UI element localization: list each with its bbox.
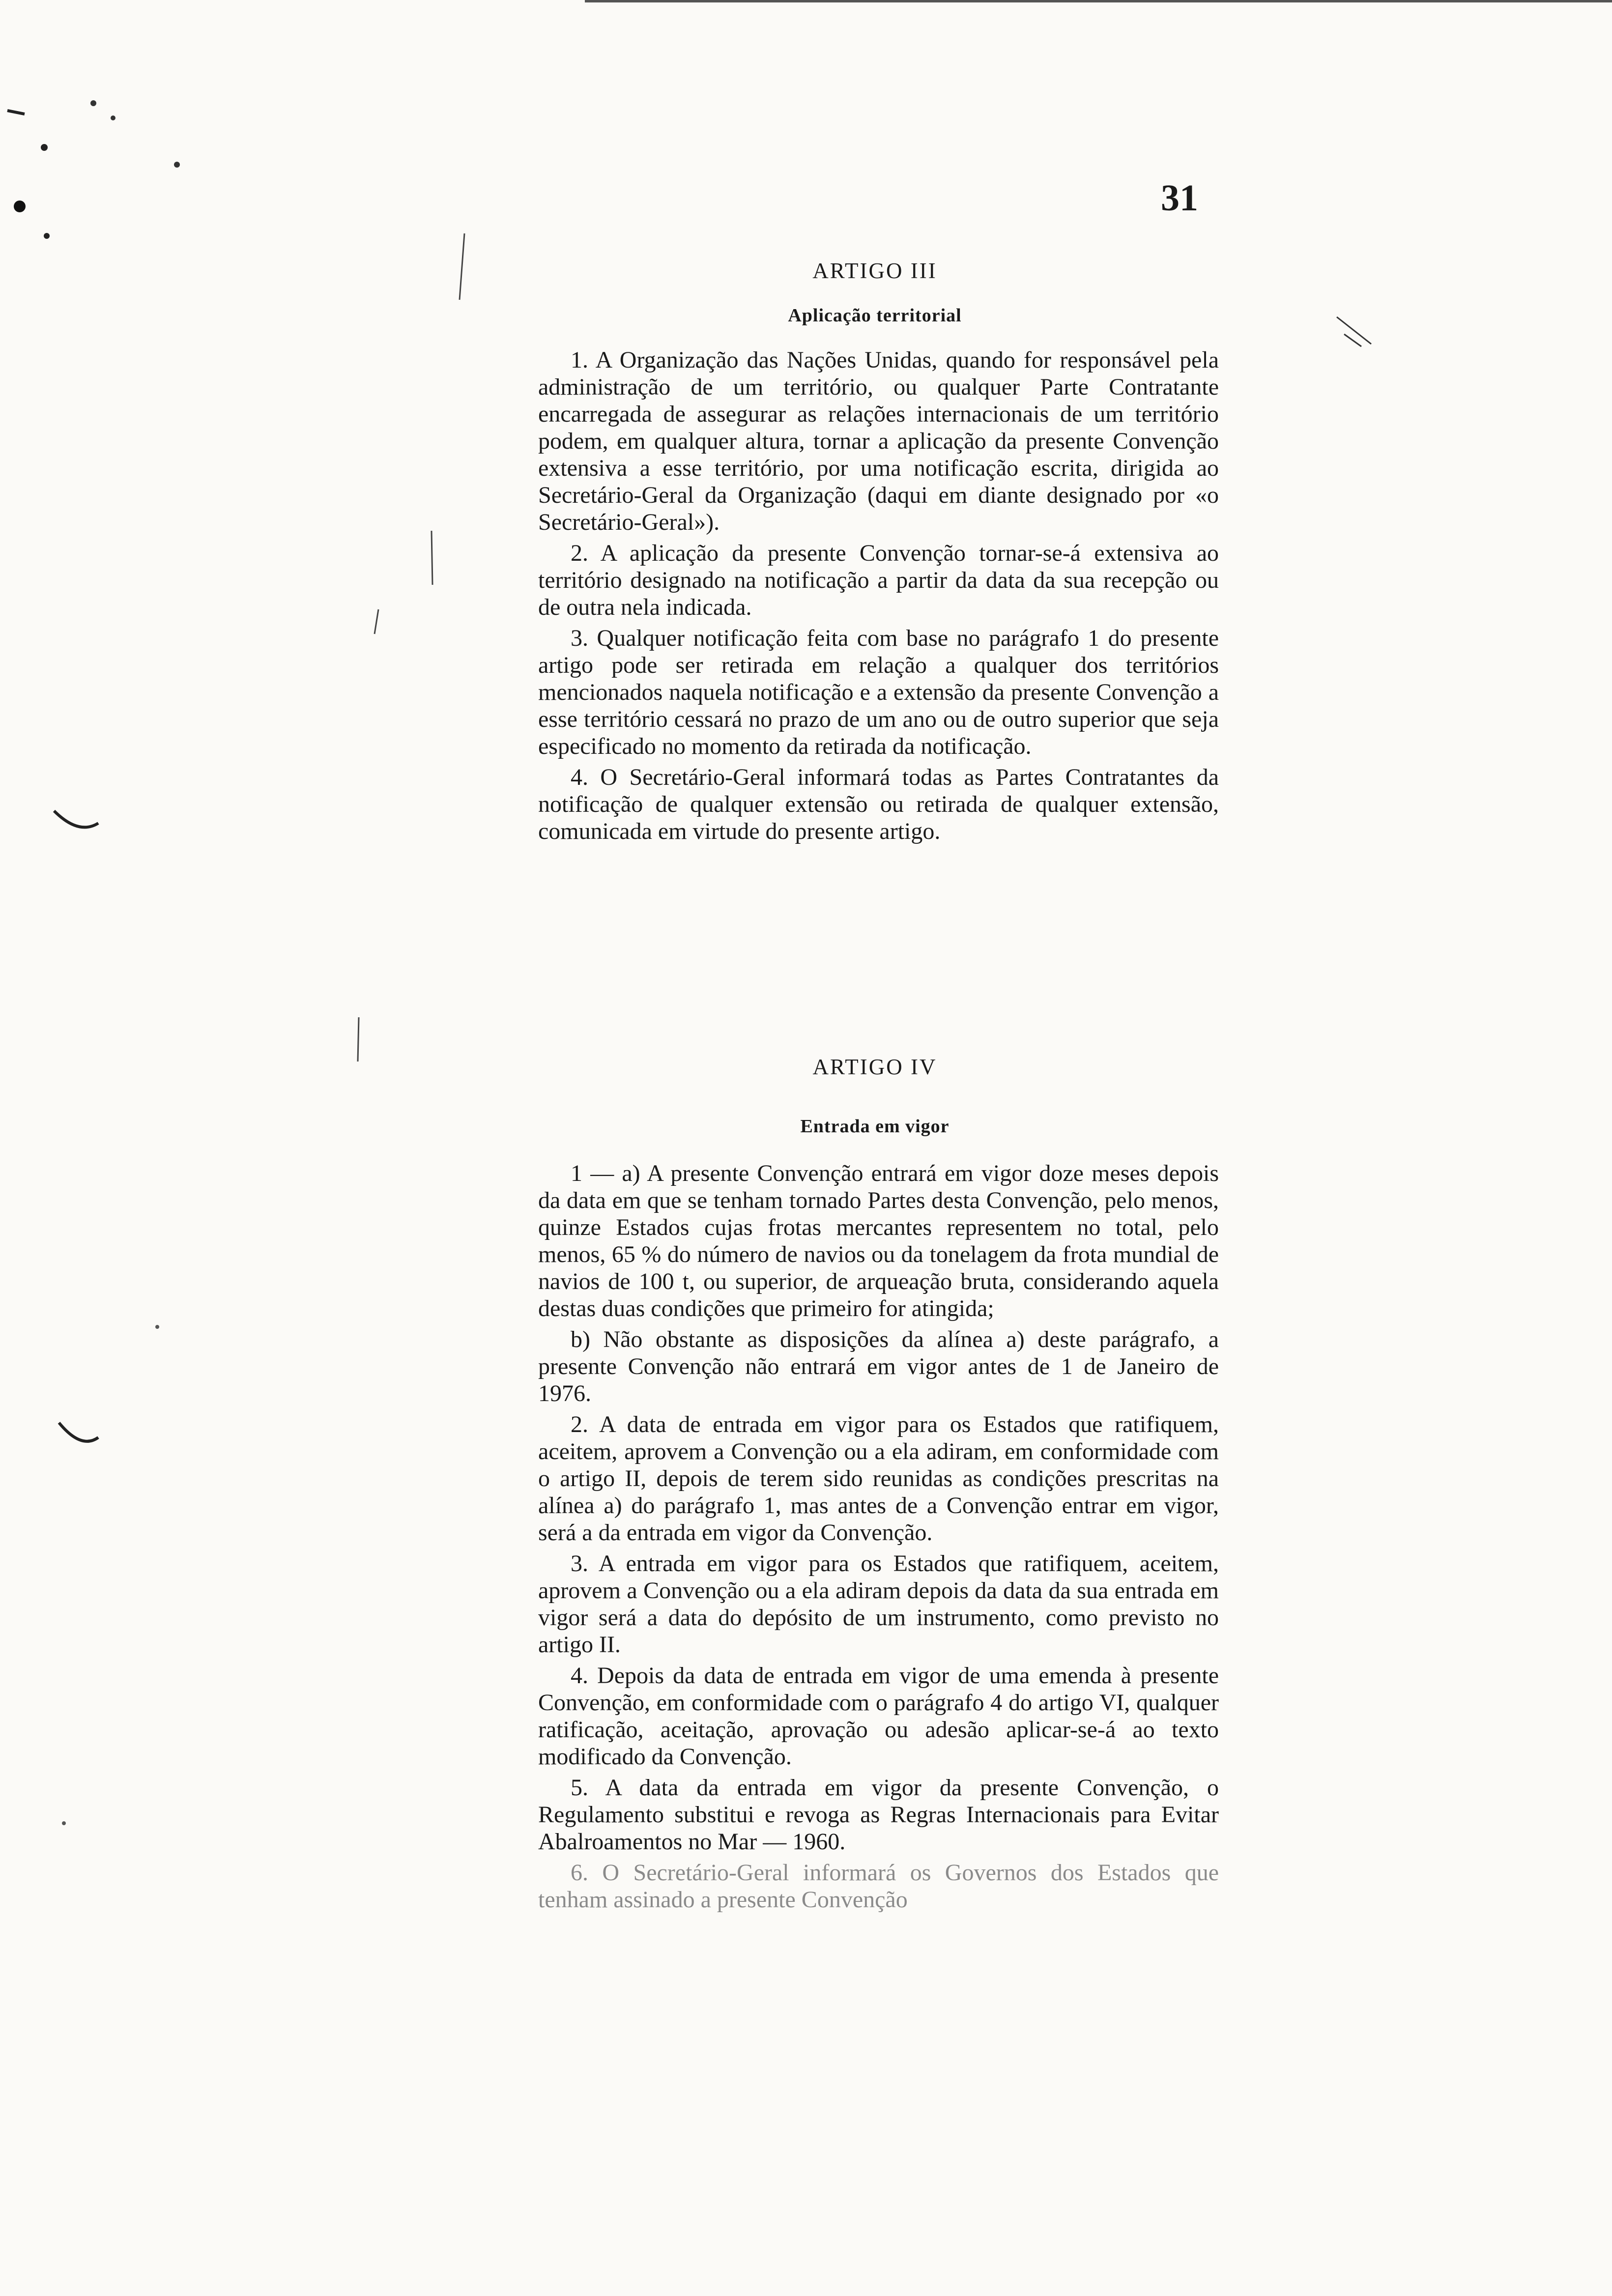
article-iv-paragraph-6: 6. O Secretário-Geral informará os Governos dos Estados que tenham assinado a presente Convenção bbox=[538, 1860, 1219, 1913]
article-iv-paragraph-2: 2. A data de entrada em vigor para os Estados que ratifiquem, aceitem, aprovem a Convenção ou a ela adiram, em conformidade com o artigo II, depois de terem sido reunidas as condições prescritas na alínea a) do parágrafo 1, mas antes de a Convenção entrar em vigor, será a da entrada em vigor da Convenção. bbox=[538, 1411, 1219, 1546]
speck-mark bbox=[374, 609, 378, 634]
article-iv-heading: ARTIGO IV bbox=[812, 1055, 937, 1079]
speck-mark bbox=[1337, 317, 1371, 344]
speck-mark bbox=[1344, 334, 1361, 346]
speck-mark bbox=[7, 111, 25, 114]
speck-mark bbox=[14, 201, 26, 212]
page-number: 31 bbox=[1161, 177, 1198, 219]
speck-mark bbox=[44, 233, 50, 239]
article-iv-paragraph-4: 4. Depois da data de entrada em vigor de uma emenda à presente Convenção, em conformidade com o parágrafo 4 do artigo VI, qualquer ratificação, aceitação, aprovação ou adesão aplicar-se-á ao texto modificado da Convenção. bbox=[538, 1663, 1219, 1770]
article-iv-paragraph-1a: 1 — a) A presente Convenção entrará em vigor doze meses depois da data em que se tenham tornado Partes desta Convenção, pelo menos, quinze Estados cujas frotas mercantes representem no total, pelo menos, 65 % do número de navios ou da tonelagem da frota mundial de navios de 100 t, ou superior, de arqueação bruta, considerando aquela destas duas condições que primeiro for atingida; bbox=[538, 1160, 1219, 1321]
speck-mark bbox=[358, 1017, 359, 1062]
article-iv-paragraph-1b: b) Não obstante as disposições da alínea a) deste parágrafo, a presente Convenção não entrará em vigor antes de 1 de Janeiro de 1976. bbox=[538, 1326, 1219, 1406]
article-iii-body bbox=[538, 346, 1219, 849]
article-iv-paragraph-5: 5. A data da entrada em vigor da presente Convenção, o Regulamento substitui e revoga as Regras Internacionais para Evitar Abalroamentos no Mar — 1960. bbox=[538, 1775, 1219, 1855]
article-iv-body bbox=[538, 1160, 1219, 1917]
article-iii-paragraph-1: 1. A Organização das Nações Unidas, quando for responsável pela administração de um território, ou qualquer Parte Contratante encarregada de assegurar as relações internacionais de um território podem, em qualquer altura, tornar a aplicação da presente Convenção extensiva a esse território, por uma notificação escrita, dirigida ao Secretário-Geral da Organização (daqui em diante designado por «o Secretário-Geral»). bbox=[538, 347, 1219, 535]
speck-mark bbox=[62, 1821, 66, 1825]
speck-mark bbox=[460, 233, 464, 300]
speck-mark bbox=[174, 162, 180, 168]
speck-mark bbox=[155, 1325, 159, 1329]
article-iv-paragraph-3: 3. A entrada em vigor para os Estados que ratifiquem, aceitem, aprovem a Convenção ou a ela adiram depois da data da sua entrada em vigor será a data do depósito de um instrumento, como previsto no artigo II. bbox=[538, 1550, 1219, 1658]
article-iv-subtitle: Entrada em vigor bbox=[800, 1116, 950, 1137]
article-iii-heading: ARTIGO III bbox=[812, 258, 937, 283]
article-iii-paragraph-3: 3. Qualquer notificação feita com base no parágrafo 1 do presente artigo pode ser retirada em relação a qualquer dos territórios mencionados naquela notificação e a extensão da presente Convenção a esse território cessará no prazo de um ano ou de outro superior que seja especificado no momento da retirada da notificação. bbox=[538, 625, 1219, 759]
article-iii-subtitle: Aplicação territorial bbox=[788, 305, 962, 326]
speck-mark bbox=[111, 115, 115, 120]
speck-mark bbox=[59, 1423, 98, 1441]
article-iii-paragraph-4: 4. O Secretário-Geral informará todas as Partes Contratantes da notificação de qualquer extensão ou retirada de qualquer extensão, comunicada em virtude do presente artigo. bbox=[538, 764, 1219, 844]
article-iii-paragraph-2: 2. A aplicação da presente Convenção tornar-se-á extensiva ao território designado na notificação a partir da data da sua recepção ou de outra nela indicada. bbox=[538, 540, 1219, 620]
speck-mark bbox=[90, 100, 96, 106]
speck-mark bbox=[54, 811, 98, 827]
speck-mark bbox=[41, 144, 48, 151]
